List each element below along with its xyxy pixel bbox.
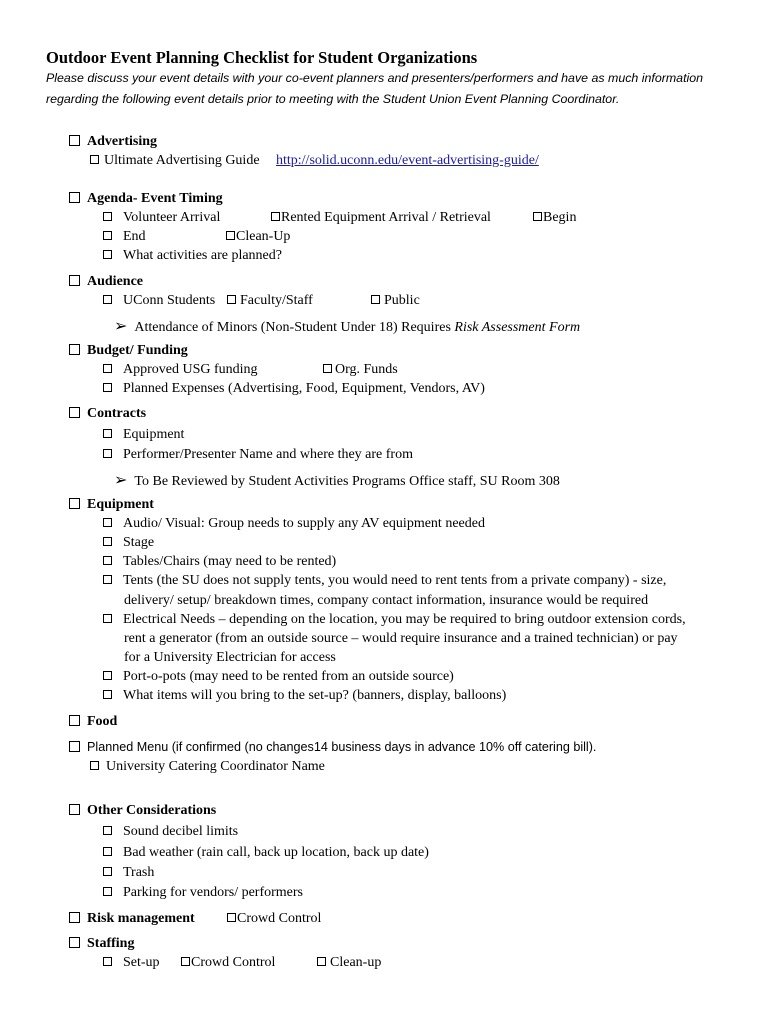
section-food: Food bbox=[69, 714, 117, 730]
section-budget: Budget/ Funding bbox=[69, 343, 188, 359]
item-staff-setup: Set-up bbox=[103, 955, 160, 971]
section-contracts: Contracts bbox=[69, 406, 146, 422]
item-activities: What activities are planned? bbox=[103, 248, 282, 264]
section-audience: Audience bbox=[69, 274, 143, 290]
section-agenda: Agenda- Event Timing bbox=[69, 191, 223, 207]
page-title: Outdoor Event Planning Checklist for Student Organizations bbox=[46, 48, 478, 67]
item-end: End bbox=[103, 229, 146, 245]
advertising-guide-link[interactable]: http://solid.uconn.edu/event-advertising-guide/ bbox=[276, 153, 539, 168]
checkbox[interactable] bbox=[271, 212, 280, 221]
checkbox[interactable] bbox=[69, 912, 80, 923]
item-tables: Tables/Chairs (may need to be rented) bbox=[103, 554, 336, 570]
item-planned-menu: Planned Menu (if confirmed (no changes14 business days in advance 10% off catering bill). bbox=[69, 740, 596, 754]
checkbox[interactable] bbox=[69, 135, 80, 146]
checkbox[interactable] bbox=[103, 847, 112, 856]
checkbox[interactable] bbox=[69, 937, 80, 948]
item-trash: Trash bbox=[103, 865, 154, 881]
checkbox[interactable] bbox=[103, 383, 112, 392]
item-faculty-staff: Faculty/Staff bbox=[227, 293, 313, 309]
checkbox[interactable] bbox=[323, 364, 332, 373]
arrow-bullet-icon: ➢ bbox=[114, 472, 128, 489]
checkbox[interactable] bbox=[90, 155, 99, 164]
checkbox[interactable] bbox=[226, 231, 235, 240]
item-catering-coordinator: University Catering Coordinator Name bbox=[90, 759, 325, 775]
section-staffing: Staffing bbox=[69, 936, 134, 952]
checkbox[interactable] bbox=[69, 715, 80, 726]
item-electrical: Electrical Needs – depending on the location, you may be required to bring outdoor extension cords, bbox=[103, 612, 686, 628]
section-risk: Risk management bbox=[69, 911, 195, 927]
item-setup-items: What items will you bring to the set-up? (banners, display, balloons) bbox=[103, 688, 506, 704]
section-equipment: Equipment bbox=[69, 497, 154, 513]
item-risk-crowd-control: Crowd Control bbox=[227, 911, 321, 927]
checkbox[interactable] bbox=[103, 364, 112, 373]
item-public: Public bbox=[371, 293, 420, 309]
item-parking: Parking for vendors/ performers bbox=[103, 885, 303, 901]
checkbox[interactable] bbox=[103, 212, 112, 221]
item-contract-equipment: Equipment bbox=[103, 427, 184, 443]
checkbox[interactable] bbox=[103, 231, 112, 240]
checkbox[interactable] bbox=[103, 957, 112, 966]
checkbox[interactable] bbox=[69, 192, 80, 203]
item-planned-expenses: Planned Expenses (Advertising, Food, Equipment, Vendors, AV) bbox=[103, 381, 485, 397]
checkbox[interactable] bbox=[103, 867, 112, 876]
item-port-o-pots: Port-o-pots (may need to be rented from an outside source) bbox=[103, 669, 454, 685]
checkbox[interactable] bbox=[103, 449, 112, 458]
section-advertising bbox=[69, 134, 157, 150]
item-electrical-cont-1: rent a generator (from an outside source – would require insurance and a trained technician) or pay bbox=[124, 631, 678, 646]
checkbox[interactable] bbox=[103, 575, 112, 584]
item-rented-equipment: Rented Equipment Arrival / Retrieval bbox=[271, 210, 491, 226]
item-staff-clean-up: Clean-up bbox=[317, 955, 381, 971]
checkbox[interactable] bbox=[103, 250, 112, 259]
checkbox[interactable] bbox=[69, 804, 80, 815]
item-usg-funding: Approved USG funding bbox=[103, 362, 258, 378]
item-weather: Bad weather (rain call, back up location, back up date) bbox=[103, 845, 429, 861]
checkbox[interactable] bbox=[103, 671, 112, 680]
item-org-funds: Org. Funds bbox=[323, 362, 398, 378]
checkbox[interactable] bbox=[69, 498, 80, 509]
item-stage: Stage bbox=[103, 535, 154, 551]
checkbox[interactable] bbox=[103, 295, 112, 304]
item-volunteer-arrival: Volunteer Arrival bbox=[103, 210, 220, 226]
checkbox[interactable] bbox=[317, 957, 326, 966]
checkbox[interactable] bbox=[103, 556, 112, 565]
checkbox[interactable] bbox=[227, 913, 236, 922]
checkbox[interactable] bbox=[103, 518, 112, 527]
checkbox[interactable] bbox=[533, 212, 542, 221]
intro-line-1: Please discuss your event details with your co-event planners and presenters/performers and have as much information bbox=[46, 71, 704, 85]
item-tents: Tents (the SU does not supply tents, you would need to rent tents from a private company) - size, bbox=[103, 573, 666, 589]
checkbox[interactable] bbox=[227, 295, 236, 304]
arrow-bullet-icon: ➢ bbox=[114, 318, 128, 335]
checkbox[interactable] bbox=[103, 826, 112, 835]
item-clean-up: Clean-Up bbox=[226, 229, 290, 245]
item-begin: Begin bbox=[533, 210, 576, 226]
note-review: ➢ To Be Reviewed by Student Activities Programs Office staff, SU Room 308 bbox=[114, 472, 560, 489]
item-av: Audio/ Visual: Group needs to supply any AV equipment needed bbox=[103, 516, 485, 532]
item-staff-crowd-control: Crowd Control bbox=[181, 955, 275, 971]
checkbox[interactable] bbox=[90, 761, 99, 770]
checkbox[interactable] bbox=[371, 295, 380, 304]
checkbox[interactable] bbox=[69, 407, 80, 418]
item-tents-cont: delivery/ setup/ breakdown times, company contact information, insurance would be required bbox=[124, 593, 649, 608]
checkbox[interactable] bbox=[69, 275, 80, 286]
item-sound: Sound decibel limits bbox=[103, 824, 238, 840]
note-minors: ➢ Attendance of Minors (Non-Student Under 18) Requires Risk Assessment Form bbox=[114, 318, 581, 335]
checkbox[interactable] bbox=[69, 741, 80, 752]
item-electrical-cont-2: for a University Electrician for access bbox=[124, 650, 336, 665]
checkbox[interactable] bbox=[103, 887, 112, 896]
section-heading: Advertising bbox=[87, 134, 157, 149]
item-advertising-guide: Ultimate Advertising Guide bbox=[90, 153, 260, 169]
checkbox[interactable] bbox=[103, 690, 112, 699]
section-other: Other Considerations bbox=[69, 803, 216, 819]
item-uconn-students: UConn Students bbox=[103, 293, 215, 309]
checkbox[interactable] bbox=[181, 957, 190, 966]
intro-line-2: regarding the following event details prior to meeting with the Student Union Event Planning Coordinator. bbox=[46, 92, 620, 106]
checkbox[interactable] bbox=[103, 429, 112, 438]
checkbox[interactable] bbox=[103, 614, 112, 623]
checkbox[interactable] bbox=[103, 537, 112, 546]
item-performer: Performer/Presenter Name and where they are from bbox=[103, 447, 413, 463]
checkbox[interactable] bbox=[69, 344, 80, 355]
